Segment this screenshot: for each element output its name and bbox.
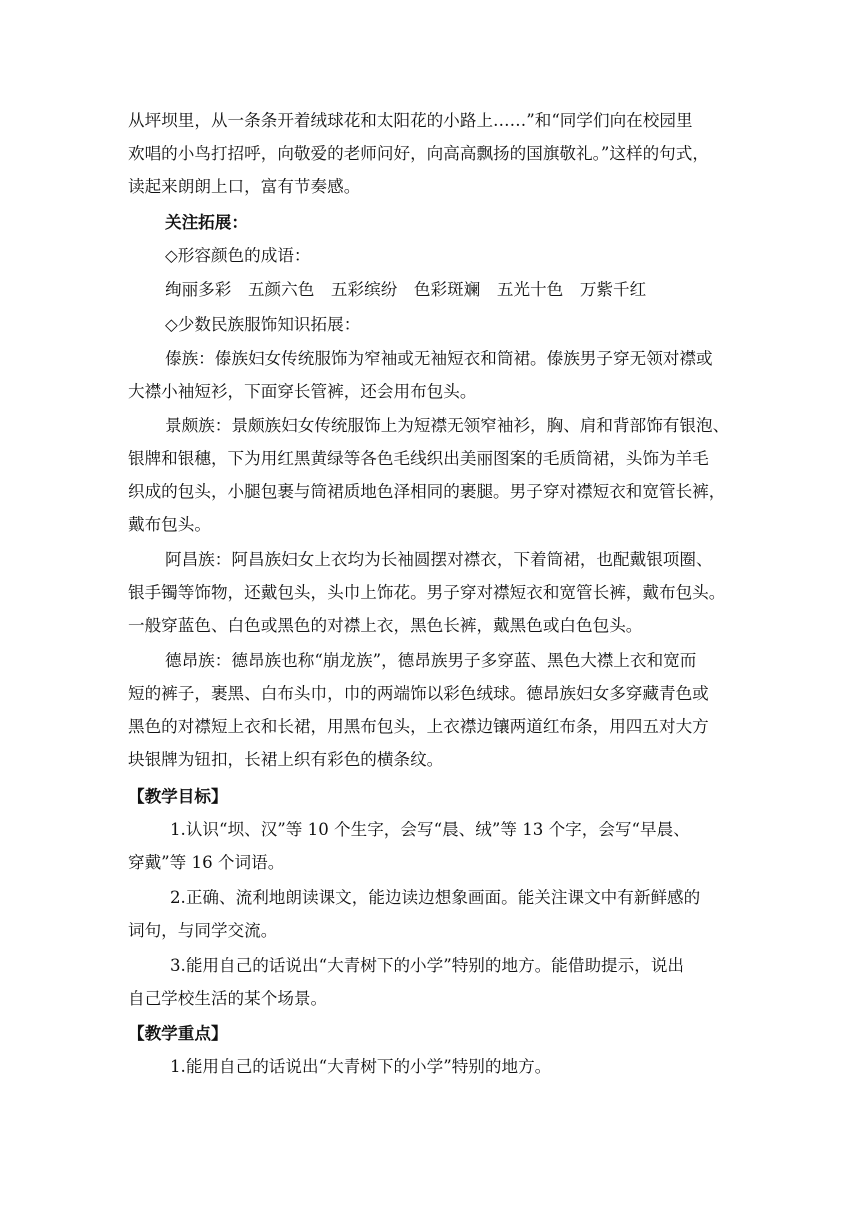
text-line: 德昂族：德昂族也称“崩龙族”，德昂族男子多穿蓝、黑色大襟上衣和宽而 — [165, 651, 697, 670]
text-line: ◇少数民族服饰知识拓展： — [165, 315, 361, 334]
text-line: 织成的包头，小腿包裹与筒裙质地色泽相同的裹腿。男子穿对襟短衣和宽管长裤， — [128, 482, 726, 501]
text-line: 穿戴”等 16 个词语。 — [128, 853, 285, 872]
text-line: 欢唱的小鸟打招呼，向敬爱的老师问好，向高高飘扬的国旗敬礼。”这样的句式， — [128, 144, 709, 163]
text-line: 黑色的对襟短上衣和长裙，用黑布包头，上衣襟边镶两道红布条，用四五对大方 — [128, 717, 709, 736]
text-line: 绚丽多彩 五颜六色 五彩缤纷 色彩斑斓 五光十色 万紫千红 — [165, 280, 647, 299]
text-line: 短的裤子，裹黑、白布头巾，巾的两端饰以彩色绒球。德昂族妇女多穿藏青色或 — [128, 684, 709, 703]
text-line: 1.能用自己的话说出“大青树下的小学”特别的地方。 — [170, 1057, 552, 1076]
text-line: 1.认识“坝、汉”等 10 个生字，会写“晨、绒”等 13 个字，会写“早晨、 — [170, 820, 690, 839]
section-heading: 【教学目标】 — [128, 786, 228, 806]
text-line: ◇形容颜色的成语： — [165, 246, 311, 265]
text-line: 傣族：傣族妇女传统服饰为窄袖或无袖短衣和筒裙。傣族男子穿无领对襟或 — [165, 349, 713, 368]
text-line: 块银牌为钮扣，长裙上织有彩色的横条纹。 — [128, 750, 444, 769]
section-heading: 【教学重点】 — [128, 1023, 228, 1043]
text-line: 银牌和银穗，下为用红黑黄绿等各色毛线织出美丽图案的毛质筒裙，头饰为羊毛 — [128, 449, 709, 468]
text-line: 银手镯等饰物，还戴包头，头巾上饰花。男子穿对襟短衣和宽管长裤，戴布包头。 — [128, 583, 726, 602]
text-line: 戴布包头。 — [128, 515, 211, 534]
text-line: 读起来朗朗上口，富有节奏感。 — [128, 177, 361, 196]
text-line: 从坪坝里，从一条条开着绒球花和太阳花的小路上……”和“同学们向在校园里 — [128, 111, 693, 130]
text-line: 大襟小袖短衫，下面穿长管裤，还会用布包头。 — [128, 382, 477, 401]
text-line: 阿昌族：阿昌族妇女上衣均为长袖圆摆对襟衣，下着筒裙，也配戴银项圈、 — [165, 550, 713, 569]
text-line: 3.能用自己的话说出“大青树下的小学”特别的地方。能借助提示，说出 — [170, 956, 685, 975]
section-heading: 关注拓展： — [165, 212, 248, 232]
text-line: 2.正确、流利地朗读课文，能边读边想象画面。能关注课文中有新鲜感的 — [170, 888, 701, 907]
text-line: 一般穿蓝色、白色或黑色的对襟上衣，黑色长裤，戴黑色或白色包头。 — [128, 616, 643, 635]
text-line: 景颇族：景颇族妇女传统服饰上为短襟无领窄袖衫，胸、肩和背部饰有银泡、 — [165, 416, 730, 435]
text-line: 词句，与同学交流。 — [128, 921, 278, 940]
text-line: 自己学校生活的某个场景。 — [128, 989, 328, 1008]
